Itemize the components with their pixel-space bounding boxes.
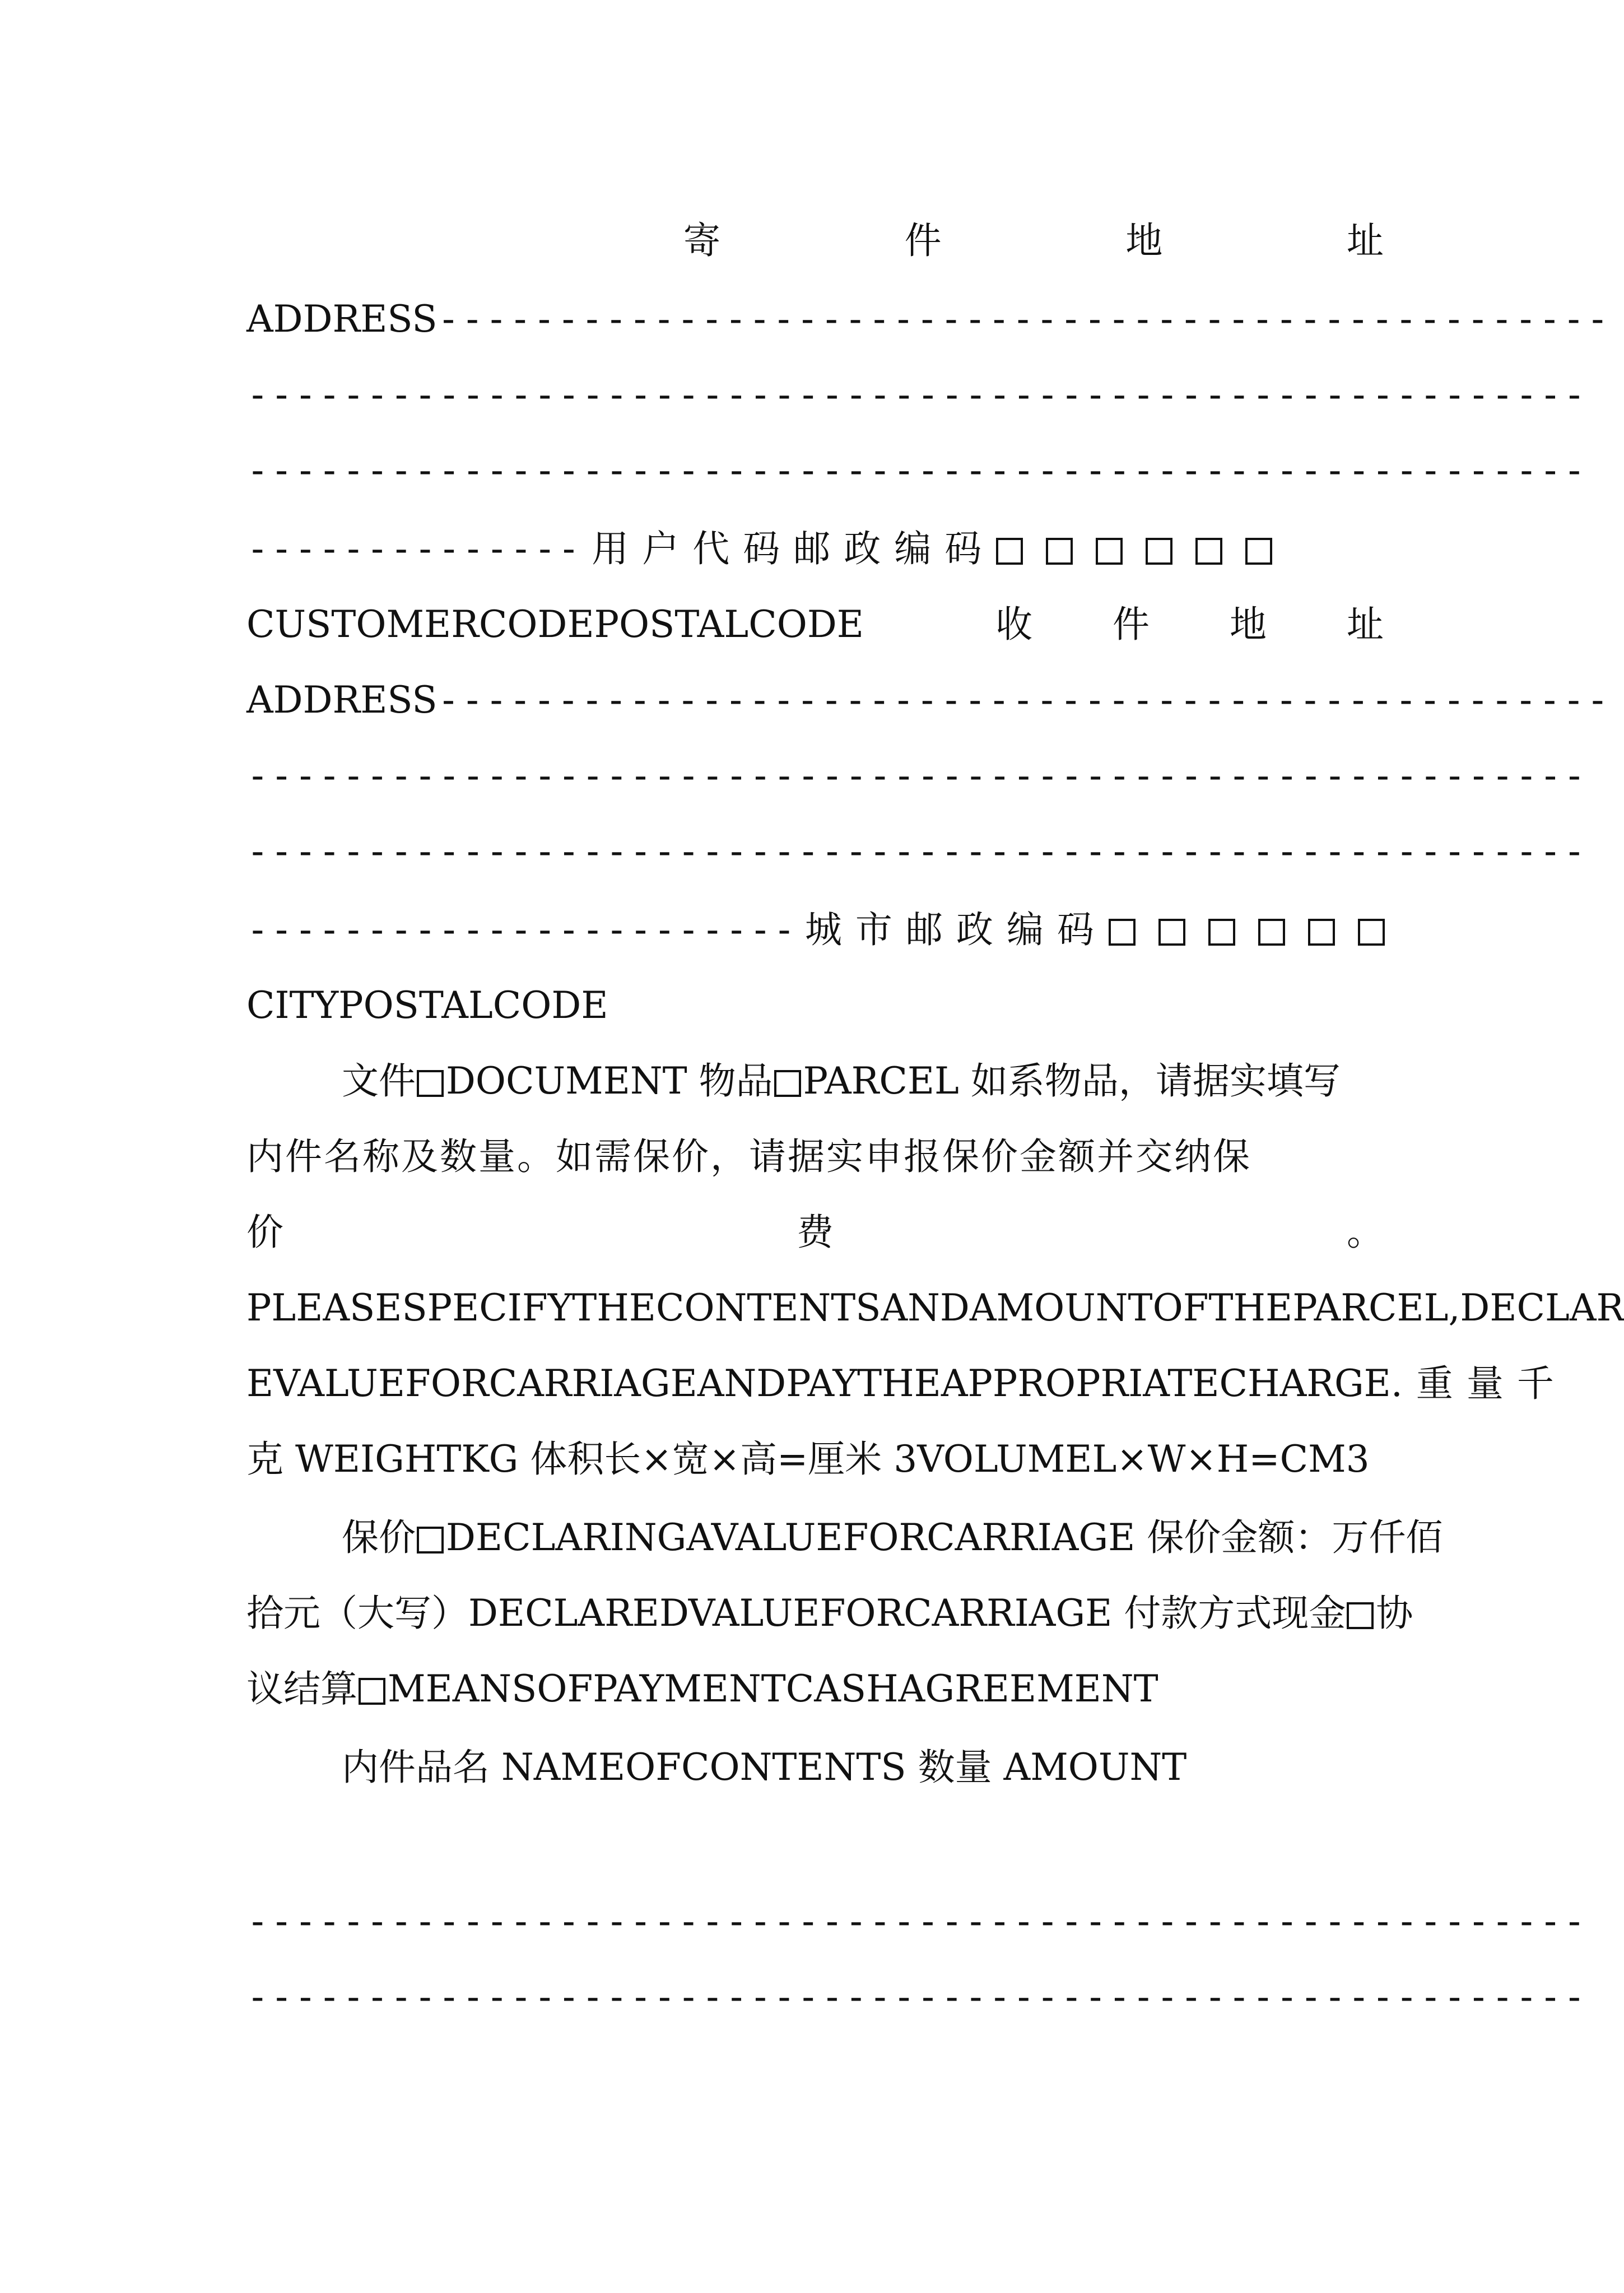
receiver-address-line[interactable] <box>246 672 1611 728</box>
postal-code-box[interactable] <box>996 538 1023 565</box>
receiver-address-label: ADDRESS <box>246 678 438 722</box>
sender-code-row <box>246 521 1384 577</box>
sender-address-field[interactable]: ------------------------------------------------- <box>437 297 1611 341</box>
parcel-label: 物品 <box>699 1059 773 1103</box>
sender-address-title <box>683 213 1384 269</box>
items-header: 内件品名 NAMEOFCONTENTS 数量 AMOUNT <box>342 1746 1187 1789</box>
insurance-line-3 <box>246 1661 1384 1717</box>
title-char: 地 <box>1125 219 1163 262</box>
title-char: 件 <box>1112 603 1150 646</box>
postal-code-box[interactable] <box>1109 919 1136 946</box>
postal-code-box[interactable] <box>1046 538 1073 565</box>
city-code-row <box>246 902 1384 958</box>
postal-code-box[interactable] <box>1245 538 1272 565</box>
postal-code-box[interactable] <box>1195 538 1222 565</box>
contents-note-line-2: 内件名称及数量。如需保价，请据实申报保价金额并交纳保 <box>246 1135 1251 1178</box>
title-char: 址 <box>1346 219 1384 262</box>
agreement-label-2: 议结算 <box>246 1667 357 1710</box>
sender-tail-blank[interactable]: -------------- <box>246 527 582 570</box>
contents-note-en-2: EVALUEFORCARRIAGEANDPAYTHEAPPROPRIATECHARGE. <box>246 1362 1403 1405</box>
cash-checkbox[interactable] <box>1347 1602 1374 1629</box>
receiver-address-field[interactable]: ------------------------------------------------- <box>437 678 1611 722</box>
sender-address-blank-2[interactable]: -------------------------------------------------------- <box>246 449 1588 492</box>
note-char: 。 <box>1347 1211 1384 1254</box>
title-char: 寄 <box>683 219 720 262</box>
note-char: 费 <box>797 1211 834 1254</box>
contents-note: 如系物品，请据实填写 <box>970 1059 1341 1103</box>
city-postal-code-en: CITYPOSTALCODE <box>246 984 608 1027</box>
document-checkbox[interactable] <box>417 1070 444 1097</box>
insurance-line-2 <box>246 1585 1413 1641</box>
payment-method-text: 拾元（大写）DECLAREDVALUEFORCARRIAGE 付款方式现金 <box>246 1592 1346 1635</box>
title-char: 件 <box>904 219 942 262</box>
agreement-label: 协 <box>1376 1592 1413 1635</box>
sender-address-line[interactable] <box>246 291 1611 347</box>
customer-postal-code-en: CUSTOMERCODEPOSTALCODE <box>246 603 864 646</box>
declared-amount-label: 保价金额：万仟佰 <box>1147 1516 1443 1559</box>
sender-address-label: ADDRESS <box>246 297 438 341</box>
title-char: 址 <box>1346 603 1384 646</box>
customer-code-receiver-title-row <box>246 597 1384 653</box>
contents-note-en-1: PLEASESPECIFYTHECONTENTSANDAMOUNTOFTHEPARCEL,DECLAR <box>246 1286 1624 1329</box>
insurance-checkbox[interactable] <box>417 1527 444 1554</box>
items-blank-2[interactable]: -------------------------------------------------------- <box>246 1975 1588 2018</box>
receiver-address-blank-2[interactable]: -------------------------------------------------------- <box>246 830 1588 873</box>
receiver-address-title <box>995 597 1384 653</box>
document-en: DOCUMENT <box>446 1059 687 1103</box>
document-label: 文件 <box>342 1059 416 1103</box>
postal-code-box[interactable] <box>1146 538 1172 565</box>
title-char: 收 <box>995 603 1032 646</box>
items-blank-1[interactable]: -------------------------------------------------------- <box>246 1900 1588 1943</box>
sender-address-blank-1[interactable]: -------------------------------------------------------- <box>246 373 1588 416</box>
title-char: 地 <box>1229 603 1267 646</box>
insurance-line-1 <box>342 1510 1443 1566</box>
weight-volume-line: 克 WEIGHTKG 体积长×宽×高=厘米 3VOLUMEL×W×H=CM3 <box>246 1438 1370 1481</box>
postal-code-box[interactable] <box>1258 919 1285 946</box>
receiver-tail-blank[interactable]: ----------------------- <box>246 908 797 951</box>
contents-note-line-3 <box>246 1204 1384 1261</box>
contents-type-line <box>342 1053 1384 1109</box>
note-char: 价 <box>246 1211 283 1254</box>
postal-code-box[interactable] <box>1096 538 1123 565</box>
customer-postal-code-label: 用户代码邮政编码 <box>592 527 995 570</box>
payment-method-en: MEANSOFPAYMENTCASHAGREEMENT <box>388 1667 1158 1710</box>
postal-code-box[interactable] <box>1158 919 1185 946</box>
insurance-label: 保价 <box>342 1516 416 1559</box>
postal-code-box[interactable] <box>1308 919 1335 946</box>
weight-label: 重量千 <box>1416 1362 1567 1405</box>
receiver-address-blank-1[interactable]: -------------------------------------------------------- <box>246 754 1588 797</box>
agreement-checkbox[interactable] <box>359 1678 385 1705</box>
contents-note-en-2-row <box>246 1356 1567 1412</box>
parcel-en: PARCEL <box>803 1059 959 1103</box>
insurance-en: DECLARINGAVALUEFORCARRIAGE <box>446 1516 1136 1559</box>
postal-code-box[interactable] <box>1208 919 1235 946</box>
postal-code-box[interactable] <box>1358 919 1385 946</box>
city-postal-code-label: 城市邮政编码 <box>804 908 1108 951</box>
parcel-checkbox[interactable] <box>774 1070 801 1097</box>
